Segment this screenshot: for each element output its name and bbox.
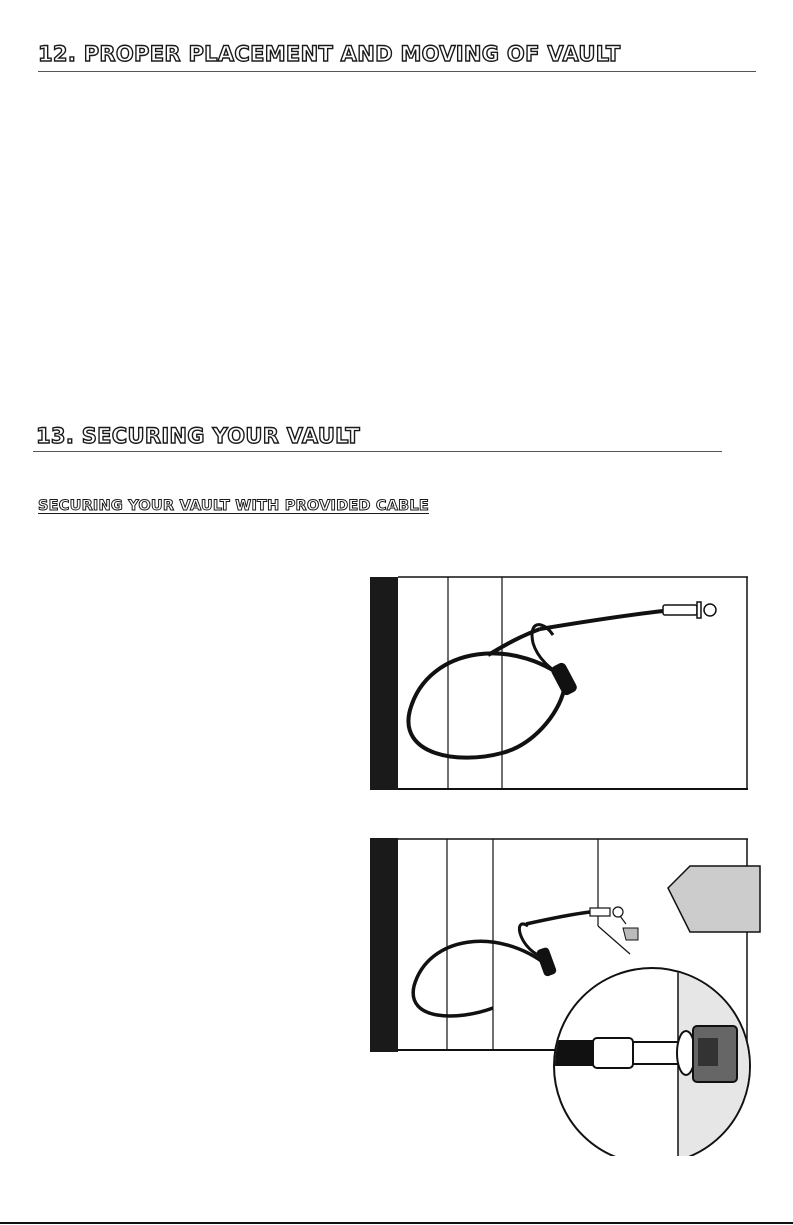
section-12-heading: 12. PROPER PLACEMENT AND MOVING OF VAULT [38,42,621,66]
section-12-rule [38,71,756,72]
cable-subheading: SECURING YOUR VAULT WITH PROVIDED CABLE [38,498,429,514]
cable-loop-illustration [368,575,750,793]
section-13-heading: 13. SECURING YOUR VAULT [36,424,361,448]
cable-attach-illustration [368,836,768,1156]
page-bottom-rule [0,1222,793,1224]
section-13-rule [33,451,722,452]
